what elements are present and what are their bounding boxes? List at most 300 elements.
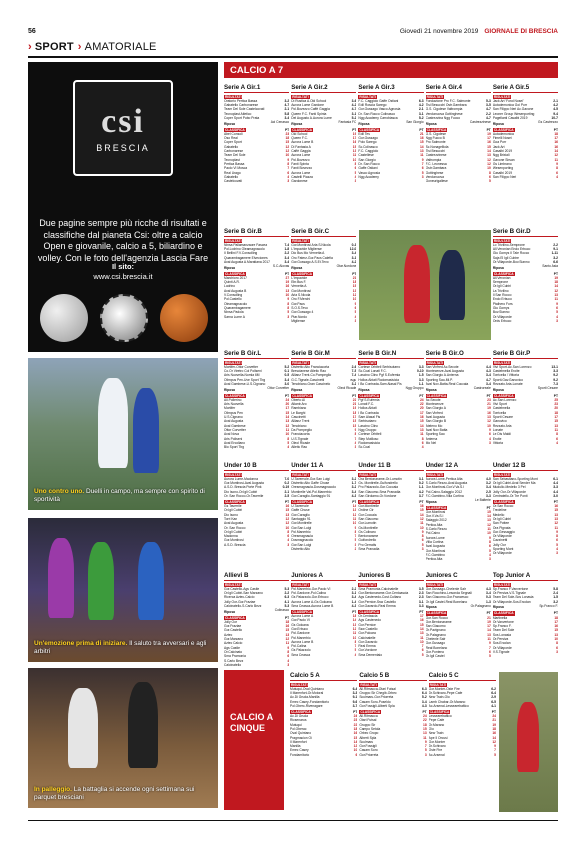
- match-teams: Pol.Oberc-Rivenagare: [290, 703, 323, 708]
- match-score: 4-4: [553, 489, 559, 494]
- team-points: 6: [355, 752, 358, 757]
- team-name: U.S.Tignale: [291, 436, 309, 441]
- team-name: Aval Augusta: [425, 544, 445, 549]
- team-name: Gaffe Ostiani: [358, 166, 378, 171]
- team-points: 20: [419, 406, 424, 411]
- match-score: 4-7: [486, 377, 491, 382]
- team-points: 9: [488, 535, 491, 540]
- standings-tag: CLASSIFICA: [225, 615, 245, 620]
- match-score: 3-4: [486, 381, 491, 386]
- team-name: San Giacomo: [425, 624, 446, 629]
- points-header: PT: [284, 127, 290, 132]
- match-score: 2-2: [351, 586, 357, 591]
- points-header: PT: [486, 127, 491, 132]
- team-name: Pgf S.Eufemia: [358, 397, 380, 402]
- team-points: 10: [487, 166, 491, 171]
- team-name: Ateleno Mo: [425, 423, 443, 428]
- points-header: PT: [284, 271, 290, 276]
- team-name: Sma Ceasca: [291, 652, 311, 657]
- team-points: 8: [354, 639, 357, 644]
- match-teams: Aurora Lume-Madonna: [224, 476, 258, 481]
- team-points: 14: [419, 423, 424, 428]
- team-name: Ngg Academy: [358, 174, 379, 179]
- team-name: Mortifer: [224, 406, 236, 411]
- team-points: 18: [352, 410, 357, 415]
- team-points: 11: [420, 153, 424, 158]
- results-tag: RISULTATI: [225, 582, 242, 587]
- group-title: Serie B Gir.N: [358, 350, 423, 359]
- match-score: 3-1: [351, 255, 357, 260]
- match-score: 9-1: [352, 695, 358, 700]
- team-points: 8: [287, 529, 290, 534]
- rest-row: [224, 608, 289, 614]
- results-tag: RISULTATI: [359, 472, 376, 477]
- team-points: 3: [287, 179, 290, 184]
- match-teams: Or.Igli Cubiri-Aval Sender Ma: [492, 481, 536, 486]
- team-name: Lessearebaltico: [428, 714, 452, 719]
- match-score: 4-1: [491, 703, 496, 708]
- match-teams: A.S.D. Brescia Porte Pink: [224, 485, 262, 490]
- points-header: PT: [422, 709, 427, 714]
- group-title: Under 11 A: [291, 462, 356, 471]
- team-points: 6: [421, 440, 424, 445]
- match-score: 2-9: [491, 695, 496, 700]
- match-teams: Co.Or Viretro Col Pollseni: [224, 369, 262, 374]
- team-points: 8: [354, 161, 357, 166]
- team-points: 15: [285, 410, 290, 415]
- team-name: Gor.Gussago: [425, 641, 446, 646]
- team-points: 18: [554, 131, 559, 136]
- team-points: 16: [554, 624, 559, 629]
- match-score: 3-4: [284, 115, 290, 120]
- team-name: Medelio: [492, 512, 505, 517]
- match-score: 4-2: [553, 103, 559, 108]
- team-name: Pol.Gardone: [291, 631, 310, 636]
- team-name: Lascino Clinc: [358, 423, 379, 428]
- match-teams: Edil Roscia Sarego: [358, 103, 387, 108]
- match-teams: Dr.Schivaro-Pepe Cafe: [428, 691, 463, 696]
- team-points: 11: [487, 637, 491, 642]
- group-title: Serie A Gir.5: [493, 84, 558, 93]
- match-teams: Allianz Trent-Co.Pompeglio: [291, 373, 332, 378]
- match-score: 5-2: [421, 695, 427, 700]
- match-teams: Or.Igli Castel-Real Bonelano: [425, 599, 468, 604]
- team-points: 16: [419, 415, 424, 420]
- team-points: 3: [287, 662, 290, 667]
- points-header: PT: [486, 505, 491, 510]
- team-name: Pol.Manerbio: [291, 529, 311, 534]
- match-teams: Aurora Lume-Pertica Alta: [425, 476, 463, 481]
- team-points: 14: [419, 144, 424, 149]
- section-heading: [28, 40, 157, 54]
- standings-row: [291, 445, 356, 449]
- match-teams: Il Marenfort-Or.Motoral: [290, 691, 324, 696]
- match-score: 13-1: [551, 364, 559, 369]
- team-points: 10: [554, 637, 559, 642]
- team-name: L'Impavide: [291, 275, 308, 280]
- group-title: Under 10 B: [224, 462, 289, 471]
- team-points: 6: [556, 538, 559, 543]
- results-tag: RISULTATI: [426, 582, 444, 587]
- match-score: 5-2: [351, 115, 357, 120]
- rest-label: Riposa: [492, 605, 504, 610]
- team-points: 6: [354, 305, 357, 310]
- team-points: 4: [287, 174, 290, 179]
- match-score: 6-4: [491, 691, 496, 696]
- standings-tag: CLASSIFICA: [292, 393, 312, 398]
- match-teams: Di Rustica A.Old School: [291, 98, 327, 103]
- team-points: 19: [492, 722, 496, 727]
- team-name: Ssw Castello: [358, 626, 378, 631]
- team-points: 12: [487, 161, 491, 166]
- match-teams: Olimpus Pen-Uve Sport Tbg: [224, 377, 266, 382]
- rest-row: [224, 386, 289, 392]
- team-name: Ptar.Nordo: [291, 314, 307, 319]
- team-name: Dr.Schivaro: [428, 744, 446, 749]
- team-name: Oro F.Merchi: [291, 297, 311, 302]
- team-points: 12: [285, 423, 290, 428]
- standings-group: [291, 84, 356, 224]
- team-points: 17: [554, 619, 559, 624]
- standings-tag: CLASSIFICA: [493, 393, 514, 398]
- match-score: 1-5: [553, 595, 559, 600]
- team-name: Gs.Montirelle: [358, 525, 378, 530]
- team-name: Marchioro 2017: [224, 275, 247, 280]
- advert-link[interactable]: www.csi.brescia.it: [93, 272, 153, 281]
- team-points: 10: [285, 293, 290, 298]
- team-points: 4: [556, 314, 559, 319]
- team-name: Verolanuova: [425, 174, 444, 179]
- match-teams: Dr. San Rocco Colinasco: [358, 111, 396, 116]
- standings-group: [224, 84, 289, 224]
- team-points: 4: [287, 538, 290, 543]
- match-teams: Tecnoplast Atletico: [224, 111, 252, 116]
- team-points: 16: [419, 136, 424, 141]
- team-name: Sculmaru: [359, 739, 374, 744]
- group-title: Allievi B: [224, 572, 289, 581]
- standings-group: [291, 228, 356, 348]
- team-points: 11: [420, 432, 424, 437]
- standings-group: [493, 462, 558, 566]
- standings-row-6: [290, 672, 496, 812]
- team-name: Torricella: [492, 410, 507, 415]
- team-points: 17: [554, 415, 559, 420]
- team-name: Vittoria: [492, 440, 504, 445]
- match-score: 1-8: [284, 247, 290, 252]
- team-name: Aurora Lume B: [291, 639, 314, 644]
- team-points: 15: [487, 144, 491, 149]
- team-points: 13: [419, 427, 424, 432]
- team-name: Or.Igli Cubiri: [492, 284, 511, 289]
- team-points: 8: [556, 641, 559, 646]
- match-teams: Gor.Gussago A.S.Et.Tevo: [291, 259, 329, 264]
- team-points: 13: [352, 508, 357, 513]
- photo-greeting: [28, 518, 218, 662]
- match-teams: Dio Isono-Or.Igli Cubiri: [224, 489, 258, 494]
- team-name: Vivi Sport: [492, 402, 507, 407]
- team-points: 12: [352, 626, 357, 631]
- soccer-ball-icon: [100, 294, 148, 342]
- team-points: 4: [354, 174, 357, 179]
- team-points: 15: [419, 508, 424, 513]
- team-points: 16: [554, 140, 559, 145]
- team-points: 6: [488, 174, 491, 179]
- standings-row: [429, 753, 496, 757]
- result-row: [291, 494, 356, 498]
- team-name: Pro Gerratis: [358, 542, 377, 547]
- team-name: Sos.Ercolan: [492, 641, 511, 646]
- team-name: Aval Augusta B: [224, 288, 247, 293]
- match-score: 9-4: [553, 111, 559, 116]
- points-header: PT: [284, 393, 290, 398]
- match-teams: Coper Sport Pubo Prata: [224, 115, 260, 120]
- team-points: 3: [354, 542, 357, 547]
- team-points: 5: [556, 310, 559, 315]
- rest-team: Sporti Cesare: [537, 386, 559, 391]
- standings-row: [493, 650, 558, 654]
- team-name: Salaggio 2012: [425, 518, 447, 523]
- team-name: Old School: [291, 131, 308, 136]
- match-score: 3-3: [553, 369, 559, 374]
- standings-group: [426, 462, 491, 566]
- match-teams: Or.Igli Cubiri-San Marzano: [224, 591, 263, 596]
- team-points: 13: [285, 419, 290, 424]
- match-teams: Pol.Caino-Salaggio 2012: [425, 489, 463, 494]
- rest-row: [358, 386, 423, 392]
- team-points: 9: [488, 427, 491, 432]
- group-title: Top Junior A: [493, 572, 558, 581]
- match-teams: Gor.Gussago Vasco Agnosia: [358, 107, 401, 112]
- results-tag: RISULTATI: [225, 94, 242, 99]
- team-name: Bov.Sianno: [492, 310, 510, 315]
- standings-row: [291, 179, 356, 183]
- team-name: Gor.Paolo VI: [291, 618, 310, 623]
- team-name: Emec Casey: [290, 748, 309, 753]
- group-title: Serie A Gir.4: [426, 84, 491, 93]
- points-header: PT: [419, 127, 424, 132]
- match-score: 4-3: [486, 586, 491, 591]
- team-points: 16: [554, 504, 559, 509]
- page-header: [28, 26, 558, 37]
- match-score: 10-7: [551, 115, 559, 120]
- team-points: 4: [354, 652, 357, 657]
- team-points: 9: [488, 641, 491, 646]
- group-title: Serie B Gir.O: [426, 350, 491, 359]
- match-teams: Jolly Oor-Or.Villaporde: [492, 489, 526, 494]
- match-score: 3-0: [553, 493, 559, 498]
- team-points: 12: [285, 521, 290, 526]
- team-name: Manilla: [290, 744, 301, 749]
- team-name: Valtrompia: [425, 157, 442, 162]
- team-points: 3: [556, 649, 559, 654]
- team-name: Abel Consoli: [224, 131, 243, 136]
- team-name: Pol.Calina: [291, 644, 307, 649]
- rest-team: Aci Cenasco: [270, 120, 290, 125]
- team-name: Gavone Sirsan: [492, 157, 515, 162]
- rest-row: [291, 386, 356, 392]
- team-name: Wesenporting: [492, 166, 514, 171]
- standings-tag: CLASSIFICA: [225, 393, 245, 398]
- standings-group: [493, 572, 558, 666]
- team-points: 5: [354, 648, 357, 653]
- team-name: Allianz Trent: [291, 419, 310, 424]
- match-score: 6-2: [491, 686, 496, 691]
- team-points: 18: [353, 726, 358, 731]
- results-tag: RISULTATI: [225, 360, 242, 365]
- team-name: Castelli Piazza: [291, 174, 313, 179]
- team-name: Vernetta A: [291, 284, 307, 289]
- team-name: Le Barghi: [291, 410, 306, 415]
- result-row: [358, 604, 423, 608]
- team-points: 10: [285, 153, 290, 158]
- match-teams: Emec Casey-Fondamitorio: [290, 699, 330, 704]
- match-teams: Brescianese Atletic Rao: [291, 369, 327, 374]
- team-points: 5: [424, 748, 427, 753]
- team-name: Gor.Gussago 4: [291, 310, 314, 315]
- results-tag: RISULTATI: [225, 472, 242, 477]
- volleyball-icon: [40, 294, 88, 342]
- team-name: Bio Sport Tbg: [224, 445, 245, 450]
- team-points: 14: [353, 739, 358, 744]
- match-score: 6-5: [491, 699, 496, 704]
- team-points: 22: [353, 722, 358, 727]
- standings-row: [493, 175, 558, 179]
- match-teams: San Giacomo-Gor.Francesco: [425, 595, 469, 600]
- team-name: All.Ritmacca: [359, 714, 378, 719]
- match-score: 3-5: [486, 103, 491, 108]
- team-name: La Trivilino: [492, 288, 509, 293]
- match-score: 5-3: [284, 603, 290, 608]
- match-teams: Aurora Lume A-Gs Golcana: [291, 599, 332, 604]
- team-points: 3: [424, 752, 427, 757]
- team-points: 24: [419, 397, 424, 402]
- match-score: 6-4: [421, 691, 427, 696]
- team-name: Giu Gomys: [492, 305, 510, 310]
- match-score: n.p.: [350, 377, 357, 382]
- match-score: 3-4: [351, 595, 357, 600]
- team-name: Ngg Gruppo: [358, 427, 377, 432]
- team-name: Aval Nov Batta: [425, 427, 448, 432]
- match-teams: Hollus Abiati Rodomasisicia: [358, 377, 399, 382]
- team-points: 6: [354, 166, 357, 171]
- match-score: 3-4: [486, 373, 491, 378]
- team-points: 19: [487, 406, 491, 411]
- team-name: Gor.V.Va.S.I: [425, 514, 444, 519]
- team-name: U.S.Cignano: [224, 415, 243, 420]
- team-name: Oleol Ricade: [291, 440, 311, 445]
- team-name: Ac.San Lorenzo: [492, 397, 517, 402]
- results-tag: RISULTATI: [493, 94, 511, 99]
- match-score: 9-1: [553, 247, 559, 252]
- match-teams: Torricella / Vittoria: [492, 373, 519, 378]
- rest-label: Riposa: [291, 121, 303, 126]
- points-header: PT: [353, 709, 358, 714]
- match-score: 9-6: [352, 699, 358, 704]
- results-tag: RISULTATI: [426, 472, 444, 477]
- match-score: 3-1: [418, 599, 424, 604]
- match-teams: Team Del Sole-Sos Lonasia: [492, 595, 534, 600]
- team-points: 6: [556, 436, 559, 441]
- team-name: Castelmella: [492, 406, 511, 411]
- team-name: Calcinatelle: [358, 635, 376, 640]
- team-points: 12: [554, 288, 559, 293]
- team-points: 8: [287, 436, 290, 441]
- group-title: Under 11 B: [358, 462, 423, 471]
- rest-row: [291, 264, 356, 270]
- results-tag: RISULTATI: [360, 682, 377, 687]
- match-teams: F.C. Caggiolo Gaffe Ostiani: [358, 98, 399, 103]
- team-name: All.Pollerino: [224, 397, 242, 402]
- team-name: Or.Igli Cubiri: [224, 508, 243, 513]
- match-score: 3-4: [421, 699, 427, 704]
- team-points: 12: [285, 637, 290, 642]
- team-name: Gor.Lumotin: [358, 521, 377, 526]
- team-name: Villa Cortina: [425, 539, 444, 544]
- match-score: 2-2: [486, 111, 491, 116]
- rest-label: Riposa: [224, 121, 235, 126]
- photo-caption: Uno contro uno. Duelli in campo, ma sempre con spirito di sportività: [34, 488, 205, 503]
- team-name: Aval Nova: [224, 432, 239, 437]
- standings-group: [493, 84, 558, 224]
- standings-row: [358, 653, 423, 657]
- match-teams: Autodemonica Goi Porr: [492, 103, 528, 108]
- team-name: Orbec Gropo: [359, 731, 379, 736]
- match-teams: San Vinfred Ac.Secote: [425, 364, 459, 369]
- team-points: 3: [354, 179, 357, 184]
- team-name: Franciacorta: [291, 432, 310, 437]
- team-name: Or.Villaporde: [492, 314, 512, 319]
- team-name: Gor.Gavardo: [358, 639, 378, 644]
- points-header: PT: [352, 499, 357, 504]
- match-teams: Gor.Castello-Ags Castle: [224, 586, 260, 591]
- group-title: Under 12 B: [493, 462, 558, 471]
- team-points: 8: [287, 301, 290, 306]
- team-name: Oleamagnacolo: [224, 301, 248, 306]
- match-teams: Castelmella Eroite: [492, 369, 520, 374]
- team-points: 16: [419, 618, 424, 623]
- standings-tag: CLASSIFICA: [359, 609, 380, 614]
- team-points: 13: [352, 149, 357, 154]
- match-score: 6-3: [418, 98, 424, 103]
- group-title: Calcio 5 A: [290, 672, 357, 681]
- standings-group: [493, 228, 558, 348]
- rest-label: Riposa: [224, 609, 235, 614]
- match-teams: Aval Gambese-U.S.Cignano: [224, 381, 266, 386]
- team-points: 8: [354, 432, 357, 437]
- rest-team: Fantasia FC: [338, 120, 357, 125]
- team-name: Aurora Lume: [291, 153, 311, 158]
- team-name: Gardonese: [291, 179, 308, 184]
- match-teams: Or. San Rocco-Or.Taverrile: [224, 493, 264, 498]
- match-score: 3-4: [486, 485, 491, 490]
- rest-team: Santo Asia: [542, 264, 559, 269]
- team-name: Aris Poliseni: [224, 436, 243, 441]
- team-name: Casalbi 2019: [492, 170, 513, 175]
- team-name: San Giacomo: [358, 516, 379, 521]
- team-name: Gabatello: [224, 144, 239, 149]
- standings-group: [426, 572, 491, 666]
- standings-tag: CLASSIFICA: [359, 499, 380, 504]
- team-points: 13: [285, 512, 290, 517]
- team-name: San Filippo Neri: [492, 174, 517, 179]
- standings-tag: CLASSIFICA: [292, 499, 312, 504]
- match-teams: Leoner Group Wesenporting: [492, 111, 535, 116]
- team-name: Chelenle Salr: [425, 637, 446, 642]
- team-name: Guifondrello: [358, 538, 377, 543]
- team-name: Sc.Colinasco: [358, 144, 378, 149]
- rest-label: Riposa: [358, 387, 370, 392]
- team-points: 8: [354, 529, 357, 534]
